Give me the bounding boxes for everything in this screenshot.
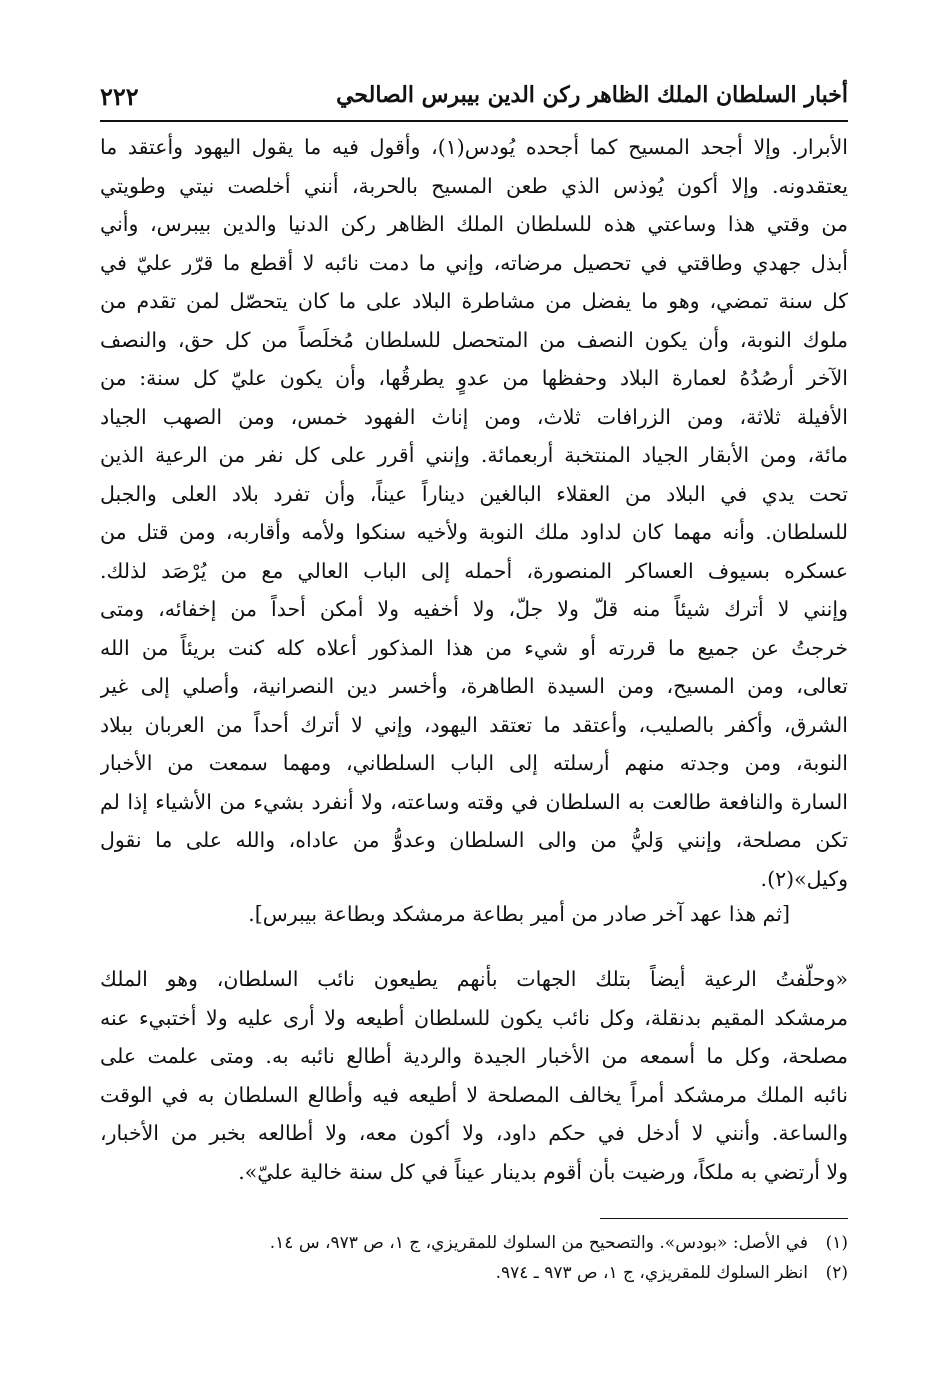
second-text	[100, 960, 848, 1191]
footnotes	[100, 1228, 848, 1288]
text-line: مرمشكد المقيم بدنقلة، وكل نائب يكون للسلطان أطيعه ولا أرى عليه ولا أختبيء عنه	[100, 1005, 848, 1030]
text-line: «وحلّفتُ الرعية أيضاً بتلك الجهات بأنهم يطيعون نائب السلطان، وهو الملك	[100, 967, 848, 991]
text-line: تكن مصلحة، وإنني وَليُّ من والى السلطان وعدوُّ من عاداه، والله على ما نقول	[100, 828, 848, 852]
text-line: خرجتُ عن جميع ما قررته أو شيء من هذا المذكور أعلاه كله كنت بريئاً من الله	[100, 635, 848, 660]
footnote-text: في الأصل: «بودس». والتصحيح من السلوك للمقريزي، ج ١، ص ٩٧٣، س ١٤.	[269, 1233, 808, 1253]
text-line: الآخر أرصُدُهُ لعمارة البلاد وحفظها من عدوٍ يطرقُها، وأن يكون عليّ كل سنة: من	[100, 366, 848, 390]
footnote-number: (٢)	[825, 1263, 848, 1283]
footnote	[100, 1228, 848, 1258]
text-line: كل سنة تمضي، وهو ما يفضل من مشاطرة البلاد على ما كان يتحصّل لمن تقدم من	[100, 289, 848, 313]
footnote-text: انظر السلوك للمقريزي، ج ١، ص ٩٧٣ ـ ٩٧٤.	[495, 1263, 808, 1283]
text-line: وكيل»(٢).	[760, 866, 848, 891]
text-line: من وقتي هذا وساعتي هذه للسلطان الملك الظاهر ركن الدنيا والدين بيبرس، وأني	[100, 212, 848, 236]
text-line: نائبه الملك مرمشكد أمراً يخالف المصلحة لا أطيعه فيه وأطالع السلطان به في الوقت	[100, 1082, 848, 1107]
text-line: الشرق، وأكفر بالصليب، وأعتقد ما تعتقد اليهود، وإني لا أترك أحداً من العربان ببلاد	[100, 712, 848, 737]
text-line: عسكره بسيوف العساكر المنصورة، أحمله إلى الباب العالي مع من يُرْصَد لذلك.	[100, 558, 848, 583]
page-number: ٢٢٢	[100, 82, 139, 111]
text-line: السارة والنافعة طالعت به السلطان في وقته وساعته، ولا أنفرد بشيء من الأشياء إذا لم	[100, 789, 848, 814]
text-line: أبذل جهدي وطاقتي في تحصيل مرضاته، وإني ما دمت نائبه لا أقطع ما قرّر عليّ في	[100, 250, 848, 275]
footnote-number: (١)	[825, 1233, 848, 1253]
text-line: تعالى، ومن المسيح، ومن السيدة الطاهرة، وأخسر دين النصرانية، وأصلي إلى غير	[100, 674, 848, 698]
text-line: وإنني لا أترك شيئاً منه قلّ ولا جلّ، ولا أخفيه ولا أمكن أحداً من إخفائه، ومتى	[100, 597, 848, 621]
text-line: مصلحة، وكل ما أسمعه من الأخبار الجيدة والردية أطالع نائبه به. ومتى علمت على	[100, 1044, 848, 1068]
text-line: النوبة، ومن وجدته منهم أرسلته إلى الباب السلطاني، ومهما سمعت من الأخبار	[100, 751, 848, 775]
running-title: أخبار السلطان الملك الظاهر ركن الدين بيبرس الصالحي	[336, 82, 848, 108]
text-line: تحت يدي في البلاد من العقلاء البالغين ديناراً عيناً، وأن تفرد بلاد العلى والجبل	[100, 481, 848, 506]
text-line: الأفيلة ثلاثة، ومن الزرافات ثلاث، ومن إناث الفهود خمس، ومن الصهب الجياد	[100, 404, 848, 429]
text-line: ملوك النوبة، وأن يكون النصف من المتحصل للسلطان مُخلَصاً من كل حق، والنصف	[100, 327, 848, 352]
text-line: للسلطان. وأنه مهما كان لداود ملك النوبة ولأخيه سنكوا ولأمه وأقاربه، ومن قتل من	[100, 520, 848, 544]
main-text	[100, 128, 848, 898]
text-line: مائة، ومن الأبقار الجياد المنتخبة أربعمائة. وإنني أقرر على كل نفر من الرعية الذين	[100, 443, 848, 467]
text-line: يعتقدونه. وإلا أكون يُوذس الذي طعن المسيح بالحربة، أنني أخلصت نيتي وطويتي	[100, 173, 848, 198]
text-line: والساعة. وأنني لا أدخل في حكم داود، ولا أكون معه، ولا أطالعه بخبر من الأخبار،	[100, 1121, 848, 1145]
running-header	[100, 78, 848, 120]
header-rule	[100, 120, 848, 122]
text-line: الأبرار. وإلا أجحد المسيح كما أجحده يُودس(١)، وأقول فيه ما يقول اليهود وأعتقد ما	[100, 135, 848, 159]
footnote	[100, 1258, 848, 1288]
footnote-rule	[600, 1218, 848, 1219]
text-line: ولا أرتضي به ملكاً، ورضيت بأن أقوم بدينار عيناً في كل سنة خالية عليّ».	[238, 1159, 848, 1184]
section-heading: [ثم هذا عهد آخر صادر من أمير بطاعة مرمشكد وبطاعة بيبرس].	[248, 902, 790, 926]
